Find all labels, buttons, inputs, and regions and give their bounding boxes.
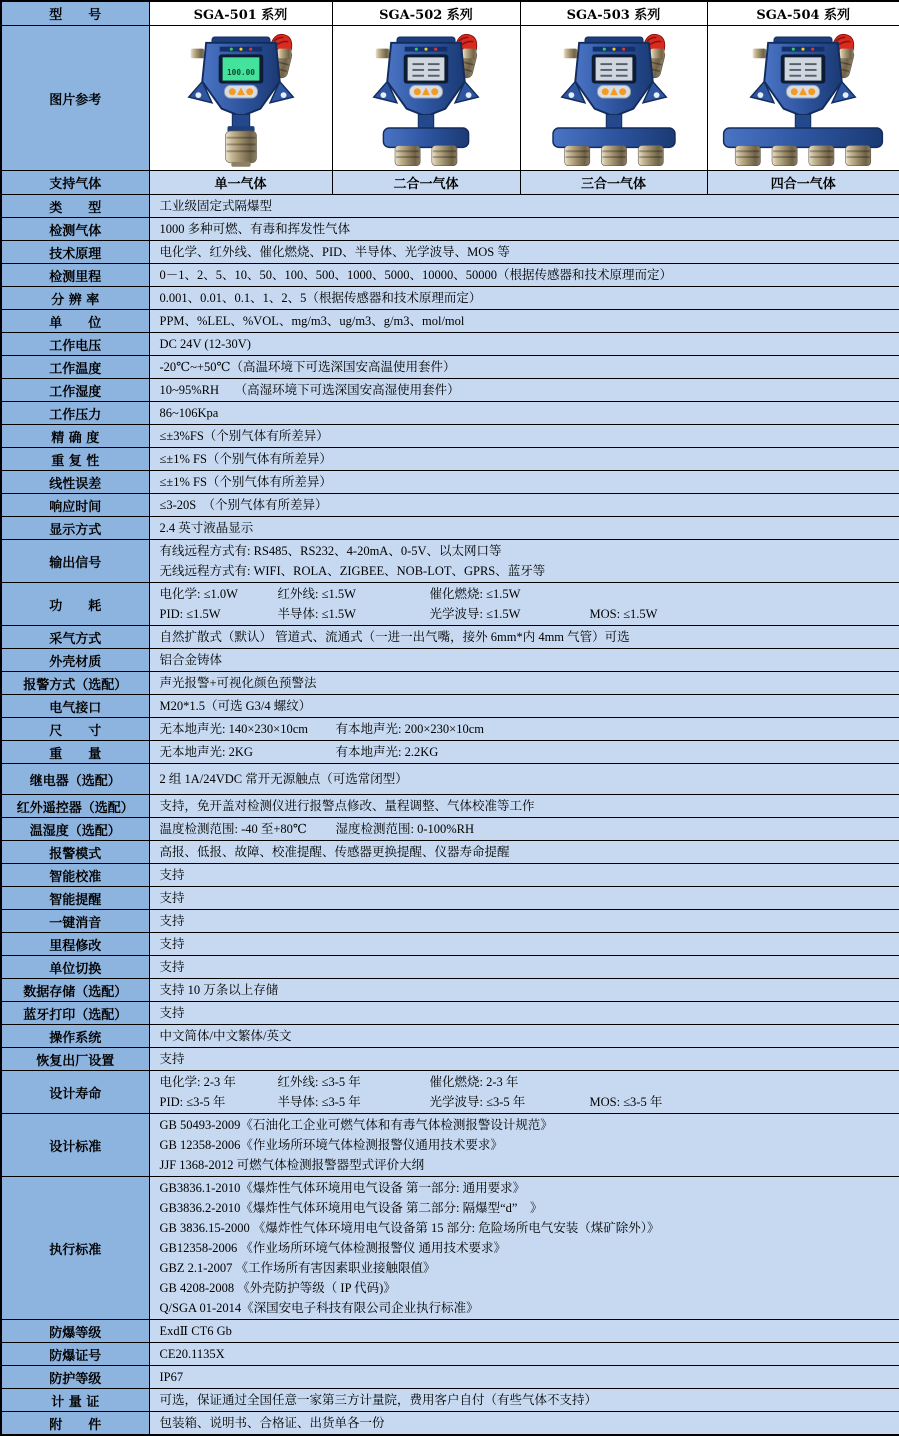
spec-value-segment: PID: ≤1.5W [160, 604, 278, 624]
spec-value-line: 2 组 1A/24VDC 常开无源触点（可选常闭型） [160, 769, 894, 789]
spec-row [1, 356, 899, 379]
spec-value [149, 1114, 899, 1177]
spec-value [149, 195, 899, 218]
spec-value [149, 764, 899, 795]
spec-value [149, 218, 899, 241]
model-name-sga-504: SGA-504 系列 [707, 1, 899, 26]
spec-value-line: GB 12358-2006《作业场所环境气体检测报警仪通用技术要求》 [160, 1135, 894, 1155]
spec-value [149, 494, 899, 517]
spec-value-line: 支持 10 万条以上存储 [160, 980, 894, 1000]
spec-rows [1, 195, 899, 1436]
spec-row [1, 517, 899, 540]
spec-row [1, 583, 899, 626]
gas-detector-illustration [150, 26, 332, 170]
device-image-sga-504 [707, 26, 899, 171]
spec-value-segment: 无本地声光: 140×230×10cm [160, 719, 336, 739]
spec-value-line: 有线远程方式有: RS485、RS232、4-20mA、0-5V、以太网口等 [160, 541, 894, 561]
spec-row [1, 494, 899, 517]
spec-value [149, 864, 899, 887]
spec-value [149, 1412, 899, 1436]
spec-value-segment: 电化学: ≤1.0W [160, 584, 278, 604]
gas-type-two-in-one: 二合一气体 [332, 171, 520, 195]
spec-value [149, 583, 899, 626]
spec-value-line: 电化学、红外线、催化燃烧、PID、半导体、光学波导、MOS 等 [160, 242, 894, 262]
spec-label: 工作温度 [1, 356, 149, 379]
device-image-sga-503 [520, 26, 707, 171]
spec-value-segment: 半导体: ≤3-5 年 [278, 1092, 430, 1112]
spec-row [1, 672, 899, 695]
spec-row [1, 1071, 899, 1114]
spec-value [149, 672, 899, 695]
spec-value-line: GBZ 2.1-2007 《工作场所有害因素职业接触限值》 [160, 1258, 894, 1278]
spec-value-line [160, 719, 894, 739]
spec-value-segment: 催化燃烧: ≤1.5W [430, 584, 590, 604]
spec-label: 恢复出厂设置 [1, 1048, 149, 1071]
spec-value-segment: PID: ≤3-5 年 [160, 1092, 278, 1112]
spec-value [149, 517, 899, 540]
spec-row [1, 626, 899, 649]
gas-type-four-in-one: 四合一气体 [707, 171, 899, 195]
spec-value-line: ≤3-20S （个别气体有所差异） [160, 495, 894, 515]
spec-value [149, 956, 899, 979]
spec-value [149, 979, 899, 1002]
spec-label: 计 量 证 [1, 1389, 149, 1412]
spec-label: 重 量 [1, 741, 149, 764]
spec-row [1, 1320, 899, 1343]
spec-label: 采气方式 [1, 626, 149, 649]
gas-detector-illustration [521, 26, 707, 170]
spec-value-line: 0－1、2、5、10、50、100、500、1000、5000、10000、50000（根据传感器和技术原理而定） [160, 265, 894, 285]
spec-label: 防护等级 [1, 1366, 149, 1389]
spec-label: 继电器（选配） [1, 764, 149, 795]
spec-label: 设计寿命 [1, 1071, 149, 1114]
spec-label: 检测气体 [1, 218, 149, 241]
spec-value [149, 795, 899, 818]
spec-value [149, 333, 899, 356]
spec-label: 数据存储（选配） [1, 979, 149, 1002]
spec-value [149, 540, 899, 583]
spec-value [149, 718, 899, 741]
spec-row [1, 818, 899, 841]
spec-label: 温湿度（选配） [1, 818, 149, 841]
spec-value [149, 910, 899, 933]
spec-value-line [160, 1072, 894, 1092]
spec-label: 重 复 性 [1, 448, 149, 471]
spec-value [149, 402, 899, 425]
spec-value [149, 933, 899, 956]
spec-label: 功 耗 [1, 583, 149, 626]
supported-gas-label: 支持气体 [1, 171, 149, 195]
spec-value-line: IP67 [160, 1367, 894, 1387]
spec-label: 线性误差 [1, 471, 149, 494]
spec-value-line: 支持，免开盖对检测仪进行报警点修改、量程调整、气体校准等工作 [160, 796, 894, 816]
spec-value-line: 声光报警+可视化颜色预警法 [160, 673, 894, 693]
device-image-sga-501 [149, 26, 332, 171]
spec-value [149, 626, 899, 649]
spec-value-line: 可选，保证通过全国任意一家第三方计量院，费用客户自付（有些气体不支持） [160, 1390, 894, 1410]
spec-value [149, 1177, 899, 1320]
spec-value-line: GB3836.2-2010《爆炸性气体环境用电气设备 第二部分: 隔爆型“d” 》 [160, 1198, 894, 1218]
spec-value-line: ≤±1% FS（个别气体有所差异） [160, 449, 894, 469]
spec-value-segment: 红外线: ≤3-5 年 [278, 1072, 430, 1092]
spec-row [1, 1114, 899, 1177]
spec-value-line: Q/SGA 01-2014《深国安电子科技有限公司企业执行标准》 [160, 1298, 894, 1318]
spec-value [149, 287, 899, 310]
spec-value [149, 1002, 899, 1025]
spec-label: 防爆证号 [1, 1343, 149, 1366]
spec-value [149, 1320, 899, 1343]
spec-row [1, 379, 899, 402]
spec-value-segment: 光学波导: ≤1.5W [430, 604, 590, 624]
spec-value [149, 356, 899, 379]
spec-label: 红外遥控器（选配） [1, 795, 149, 818]
spec-value-segment: 湿度检测范围: 0-100%RH [336, 819, 475, 839]
spec-label: 检测里程 [1, 264, 149, 287]
spec-row [1, 741, 899, 764]
spec-value-line [160, 584, 894, 604]
spec-label: 外壳材质 [1, 649, 149, 672]
spec-label: 报警方式（选配） [1, 672, 149, 695]
spec-label: 精 确 度 [1, 425, 149, 448]
spec-label: 响应时间 [1, 494, 149, 517]
image-row [1, 26, 899, 171]
spec-row [1, 310, 899, 333]
spec-value-line: 无线远程方式有: WIFI、ROLA、ZIGBEE、NOB-LOT、GPRS、蓝牙等 [160, 561, 894, 581]
spec-label: 显示方式 [1, 517, 149, 540]
spec-row [1, 979, 899, 1002]
spec-value-line [160, 1092, 894, 1112]
spec-value-line: 2.4 英寸液晶显示 [160, 518, 894, 538]
spec-label: 单 位 [1, 310, 149, 333]
spec-row [1, 195, 899, 218]
spec-row [1, 764, 899, 795]
spec-value-line [160, 604, 894, 624]
spec-value [149, 379, 899, 402]
spec-label: 一键消音 [1, 910, 149, 933]
spec-row [1, 540, 899, 583]
supported-gas-row [1, 171, 899, 195]
spec-row [1, 218, 899, 241]
spec-value-segment: 温度检测范围: -40 至+80℃ [160, 819, 336, 839]
spec-value-segment: 有本地声光: 200×230×10cm [336, 719, 484, 739]
spec-row [1, 864, 899, 887]
spec-row [1, 1389, 899, 1412]
spec-value-line: 支持 [160, 1003, 894, 1023]
spec-value-line: 支持 [160, 934, 894, 954]
spec-value-line: 1000 多种可燃、有毒和挥发性气体 [160, 219, 894, 239]
spec-value-line: 10~95%RH （高湿环境下可选深国安高湿使用套件） [160, 380, 894, 400]
gas-detector-illustration [708, 26, 899, 170]
spec-value [149, 741, 899, 764]
spec-label: 防爆等级 [1, 1320, 149, 1343]
spec-label: 分 辨 率 [1, 287, 149, 310]
model-header-row [1, 1, 899, 26]
spec-value-line: GB 3836.15-2000 《爆炸性气体环境用电气设备第 15 部分: 危险场所电气安装（煤矿除外）》 [160, 1218, 894, 1238]
spec-value-line: 0.001、0.01、0.1、1、2、5（根据传感器和技术原理而定） [160, 288, 894, 308]
spec-label: 智能校准 [1, 864, 149, 887]
spec-row [1, 933, 899, 956]
spec-value [149, 425, 899, 448]
spec-value-line: GB12358-2006 《作业场所环境气体检测报警仪 通用技术要求》 [160, 1238, 894, 1258]
spec-value-line: ≤±1% FS（个别气体有所差异） [160, 472, 894, 492]
spec-row [1, 956, 899, 979]
spec-row [1, 241, 899, 264]
spec-label: 输出信号 [1, 540, 149, 583]
spec-label: 尺 寸 [1, 718, 149, 741]
spec-row [1, 649, 899, 672]
spec-row [1, 1002, 899, 1025]
spec-label: 蓝牙打印（选配） [1, 1002, 149, 1025]
spec-row [1, 471, 899, 494]
spec-value-segment: 有本地声光: 2.2KG [336, 742, 439, 762]
model-name-sga-503: SGA-503 系列 [520, 1, 707, 26]
spec-label: 工作电压 [1, 333, 149, 356]
spec-row [1, 264, 899, 287]
image-row-label: 图片参考 [1, 26, 149, 171]
spec-label: 里程修改 [1, 933, 149, 956]
spec-value-line: JJF 1368-2012 可燃气体检测报警器型式评价大纲 [160, 1155, 894, 1175]
spec-value [149, 818, 899, 841]
gas-type-single: 单一气体 [149, 171, 332, 195]
spec-label: 操作系统 [1, 1025, 149, 1048]
spec-value-segment: 光学波导: ≤3-5 年 [430, 1092, 590, 1112]
spec-value-line: 86~106Kpa [160, 403, 894, 423]
spec-row [1, 695, 899, 718]
spec-label: 设计标准 [1, 1114, 149, 1177]
spec-value-line: ≤±3%FS（个别气体有所差异） [160, 426, 894, 446]
spec-value [149, 649, 899, 672]
spec-value-line: 支持 [160, 888, 894, 908]
spec-row [1, 795, 899, 818]
gas-type-three-in-one: 三合一气体 [520, 171, 707, 195]
spec-row [1, 910, 899, 933]
spec-row [1, 333, 899, 356]
spec-value-segment: MOS: ≤3-5 年 [590, 1092, 663, 1112]
spec-value-line: GB3836.1-2010《爆炸性气体环境用电气设备 第一部分: 通用要求》 [160, 1178, 894, 1198]
spec-value-line: 支持 [160, 865, 894, 885]
spec-value-line: 铝合金铸体 [160, 650, 894, 670]
model-header-label: 型 号 [1, 1, 149, 26]
spec-row [1, 425, 899, 448]
spec-row [1, 887, 899, 910]
spec-value-line: GB 50493-2009《石油化工企业可燃气体和有毒气体检测报警设计规范》 [160, 1115, 894, 1135]
spec-label: 工作压力 [1, 402, 149, 425]
spec-row [1, 448, 899, 471]
model-name-sga-502: SGA-502 系列 [332, 1, 520, 26]
spec-value-segment: 无本地声光: 2KG [160, 742, 336, 762]
spec-value [149, 471, 899, 494]
spec-label: 电气接口 [1, 695, 149, 718]
spec-label: 类 型 [1, 195, 149, 218]
spec-value [149, 448, 899, 471]
spec-value [149, 241, 899, 264]
spec-value-segment: 催化燃烧: 2-3 年 [430, 1072, 590, 1092]
spec-row [1, 402, 899, 425]
model-name-sga-501: SGA-501 系列 [149, 1, 332, 26]
spec-value-line: 工业级固定式隔爆型 [160, 196, 894, 216]
spec-value-line: 包装箱、说明书、合格证、出货单各一份 [160, 1413, 894, 1433]
spec-value [149, 1343, 899, 1366]
spec-value-line: GB 4208-2008 《外壳防护等级（ IP 代码)》 [160, 1278, 894, 1298]
spec-value-line: PPM、%LEL、%VOL、mg/m3、ug/m3、g/m3、mol/mol [160, 311, 894, 331]
spec-value-line: -20℃~+50℃（高温环境下可选深国安高温使用套件） [160, 357, 894, 377]
spec-row [1, 1177, 899, 1320]
spec-label: 智能提醒 [1, 887, 149, 910]
spec-row [1, 1048, 899, 1071]
spec-value-line: M20*1.5（可选 G3/4 螺纹） [160, 696, 894, 716]
spec-label: 技术原理 [1, 241, 149, 264]
spec-label: 执行标准 [1, 1177, 149, 1320]
spec-value-line: 高报、低报、故障、校准提醒、传感器更换提醒、仪器寿命提醒 [160, 842, 894, 862]
spec-row [1, 287, 899, 310]
spec-label: 单位切换 [1, 956, 149, 979]
spec-value-line: ExdⅡ CT6 Gb [160, 1321, 894, 1341]
spec-row [1, 841, 899, 864]
spec-value-segment: MOS: ≤1.5W [590, 604, 658, 624]
spec-value-line: 支持 [160, 957, 894, 977]
spec-label: 报警模式 [1, 841, 149, 864]
spec-row [1, 1412, 899, 1436]
svg-text:100.00: 100.00 [227, 68, 255, 77]
spec-value [149, 1389, 899, 1412]
spec-value [149, 887, 899, 910]
spec-value [149, 310, 899, 333]
spec-value-line: 自然扩散式（默认） 管道式、流通式（一进一出气嘴，接外 6mm*内 4mm 气管）可选 [160, 627, 894, 647]
spec-row [1, 1025, 899, 1048]
spec-value [149, 695, 899, 718]
spec-row [1, 1343, 899, 1366]
spec-value-line: CE20.1135X [160, 1344, 894, 1364]
spec-value-segment: 电化学: 2-3 年 [160, 1072, 278, 1092]
device-image-sga-502 [332, 26, 520, 171]
spec-value-line [160, 742, 894, 762]
spec-value-line: DC 24V (12-30V) [160, 334, 894, 354]
spec-label: 附 件 [1, 1412, 149, 1436]
spec-value-segment: 红外线: ≤1.5W [278, 584, 430, 604]
spec-label: 工作湿度 [1, 379, 149, 402]
spec-row [1, 718, 899, 741]
spec-value-segment: 半导体: ≤1.5W [278, 604, 430, 624]
spec-value-line [160, 819, 894, 839]
spec-value [149, 841, 899, 864]
spec-value [149, 1025, 899, 1048]
spec-value [149, 1048, 899, 1071]
gas-detector-illustration [333, 26, 520, 170]
spec-value [149, 264, 899, 287]
spec-value [149, 1071, 899, 1114]
spec-value-line: 支持 [160, 1049, 894, 1069]
spec-value-line: 中文简体/中文繁体/英文 [160, 1026, 894, 1046]
spec-value-line: 支持 [160, 911, 894, 931]
